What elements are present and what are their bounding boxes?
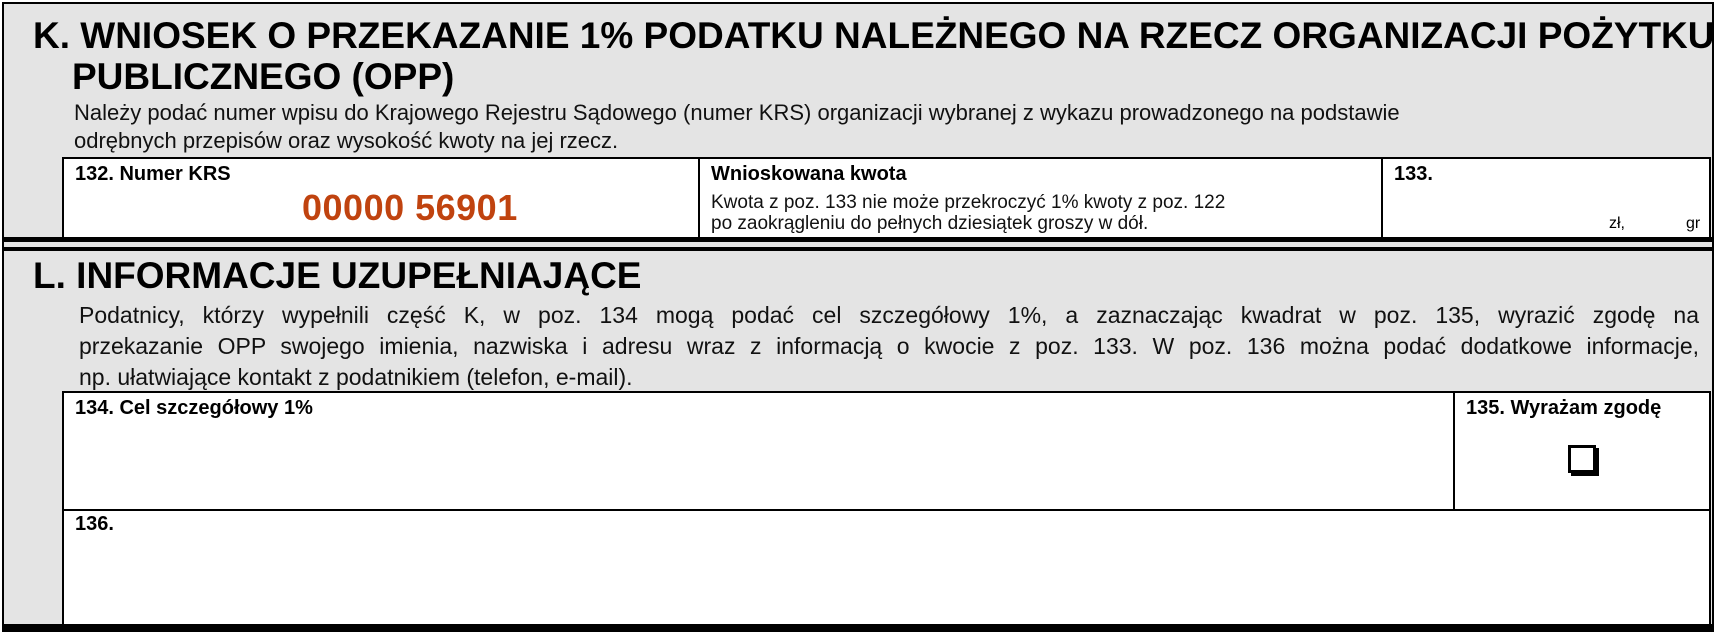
section-l-description-cont: przekazanie OPP swojego imienia, nazwiska i adresu wraz z informacją o kwocie z poz. 133. W poz. 136 można podać dodatkowe informacje,	[79, 333, 1699, 359]
section-k-title-cont: PUBLICZNEGO (OPP)	[72, 56, 455, 97]
section-k-description: Należy podać numer wpisu do Krajowego Rejestru Sądowego (numer KRS) organizacji wybranej z wykazu prowadzonego na podstawie	[74, 100, 1400, 125]
field-135-consent	[1453, 391, 1711, 511]
field-134-label: 134. Cel szczegółowy 1%	[75, 397, 313, 419]
consent-checkbox[interactable]	[1568, 445, 1596, 473]
section-divider	[2, 237, 1714, 242]
requested-amount-label: Wnioskowana kwota	[711, 163, 907, 185]
field-132-krs[interactable]	[62, 157, 700, 239]
bottom-border	[2, 624, 1714, 632]
field-133-amount[interactable]	[1381, 157, 1711, 239]
section-k-title: K. WNIOSEK O PRZEKAZANIE 1% PODATKU NALEŻNEGO NA RZECZ ORGANIZACJI POŻYTKU	[33, 15, 1714, 56]
section-k-description-cont: odrębnych przepisów oraz wysokość kwoty na jej rzecz.	[74, 128, 619, 153]
field-135-label: 135. Wyrażam zgodę	[1466, 397, 1662, 419]
requested-amount-note-cont: po zaokrągleniu do pełnych dziesiątek groszy w dół.	[711, 213, 1149, 234]
field-136-label: 136.	[75, 513, 114, 535]
section-l-description: Podatnicy, którzy wypełnili część K, w poz. 134 mogą podać cel szczegółowy 1%, a zaznaczając kwadrat w poz. 135, wyrazić zgodę na	[79, 302, 1699, 328]
unit-zl: zł,	[1609, 215, 1625, 232]
section-l-title: L. INFORMACJE UZUPEŁNIAJĄCE	[33, 255, 642, 296]
section-divider	[2, 247, 1714, 251]
field-134-goal[interactable]	[62, 391, 1455, 511]
krs-number-value: 00000 56901	[302, 187, 518, 228]
field-132-label: 132. Numer KRS	[75, 163, 231, 185]
field-133-label: 133.	[1394, 163, 1433, 185]
field-136-additional-info[interactable]	[62, 509, 1711, 626]
requested-amount-note: Kwota z poz. 133 nie może przekroczyć 1% kwoty z poz. 122	[711, 192, 1226, 213]
unit-gr: gr	[1686, 215, 1701, 232]
requested-amount-info	[698, 157, 1383, 239]
section-l-description-end: np. ułatwiające kontakt z podatnikiem (telefon, e-mail).	[79, 364, 633, 390]
